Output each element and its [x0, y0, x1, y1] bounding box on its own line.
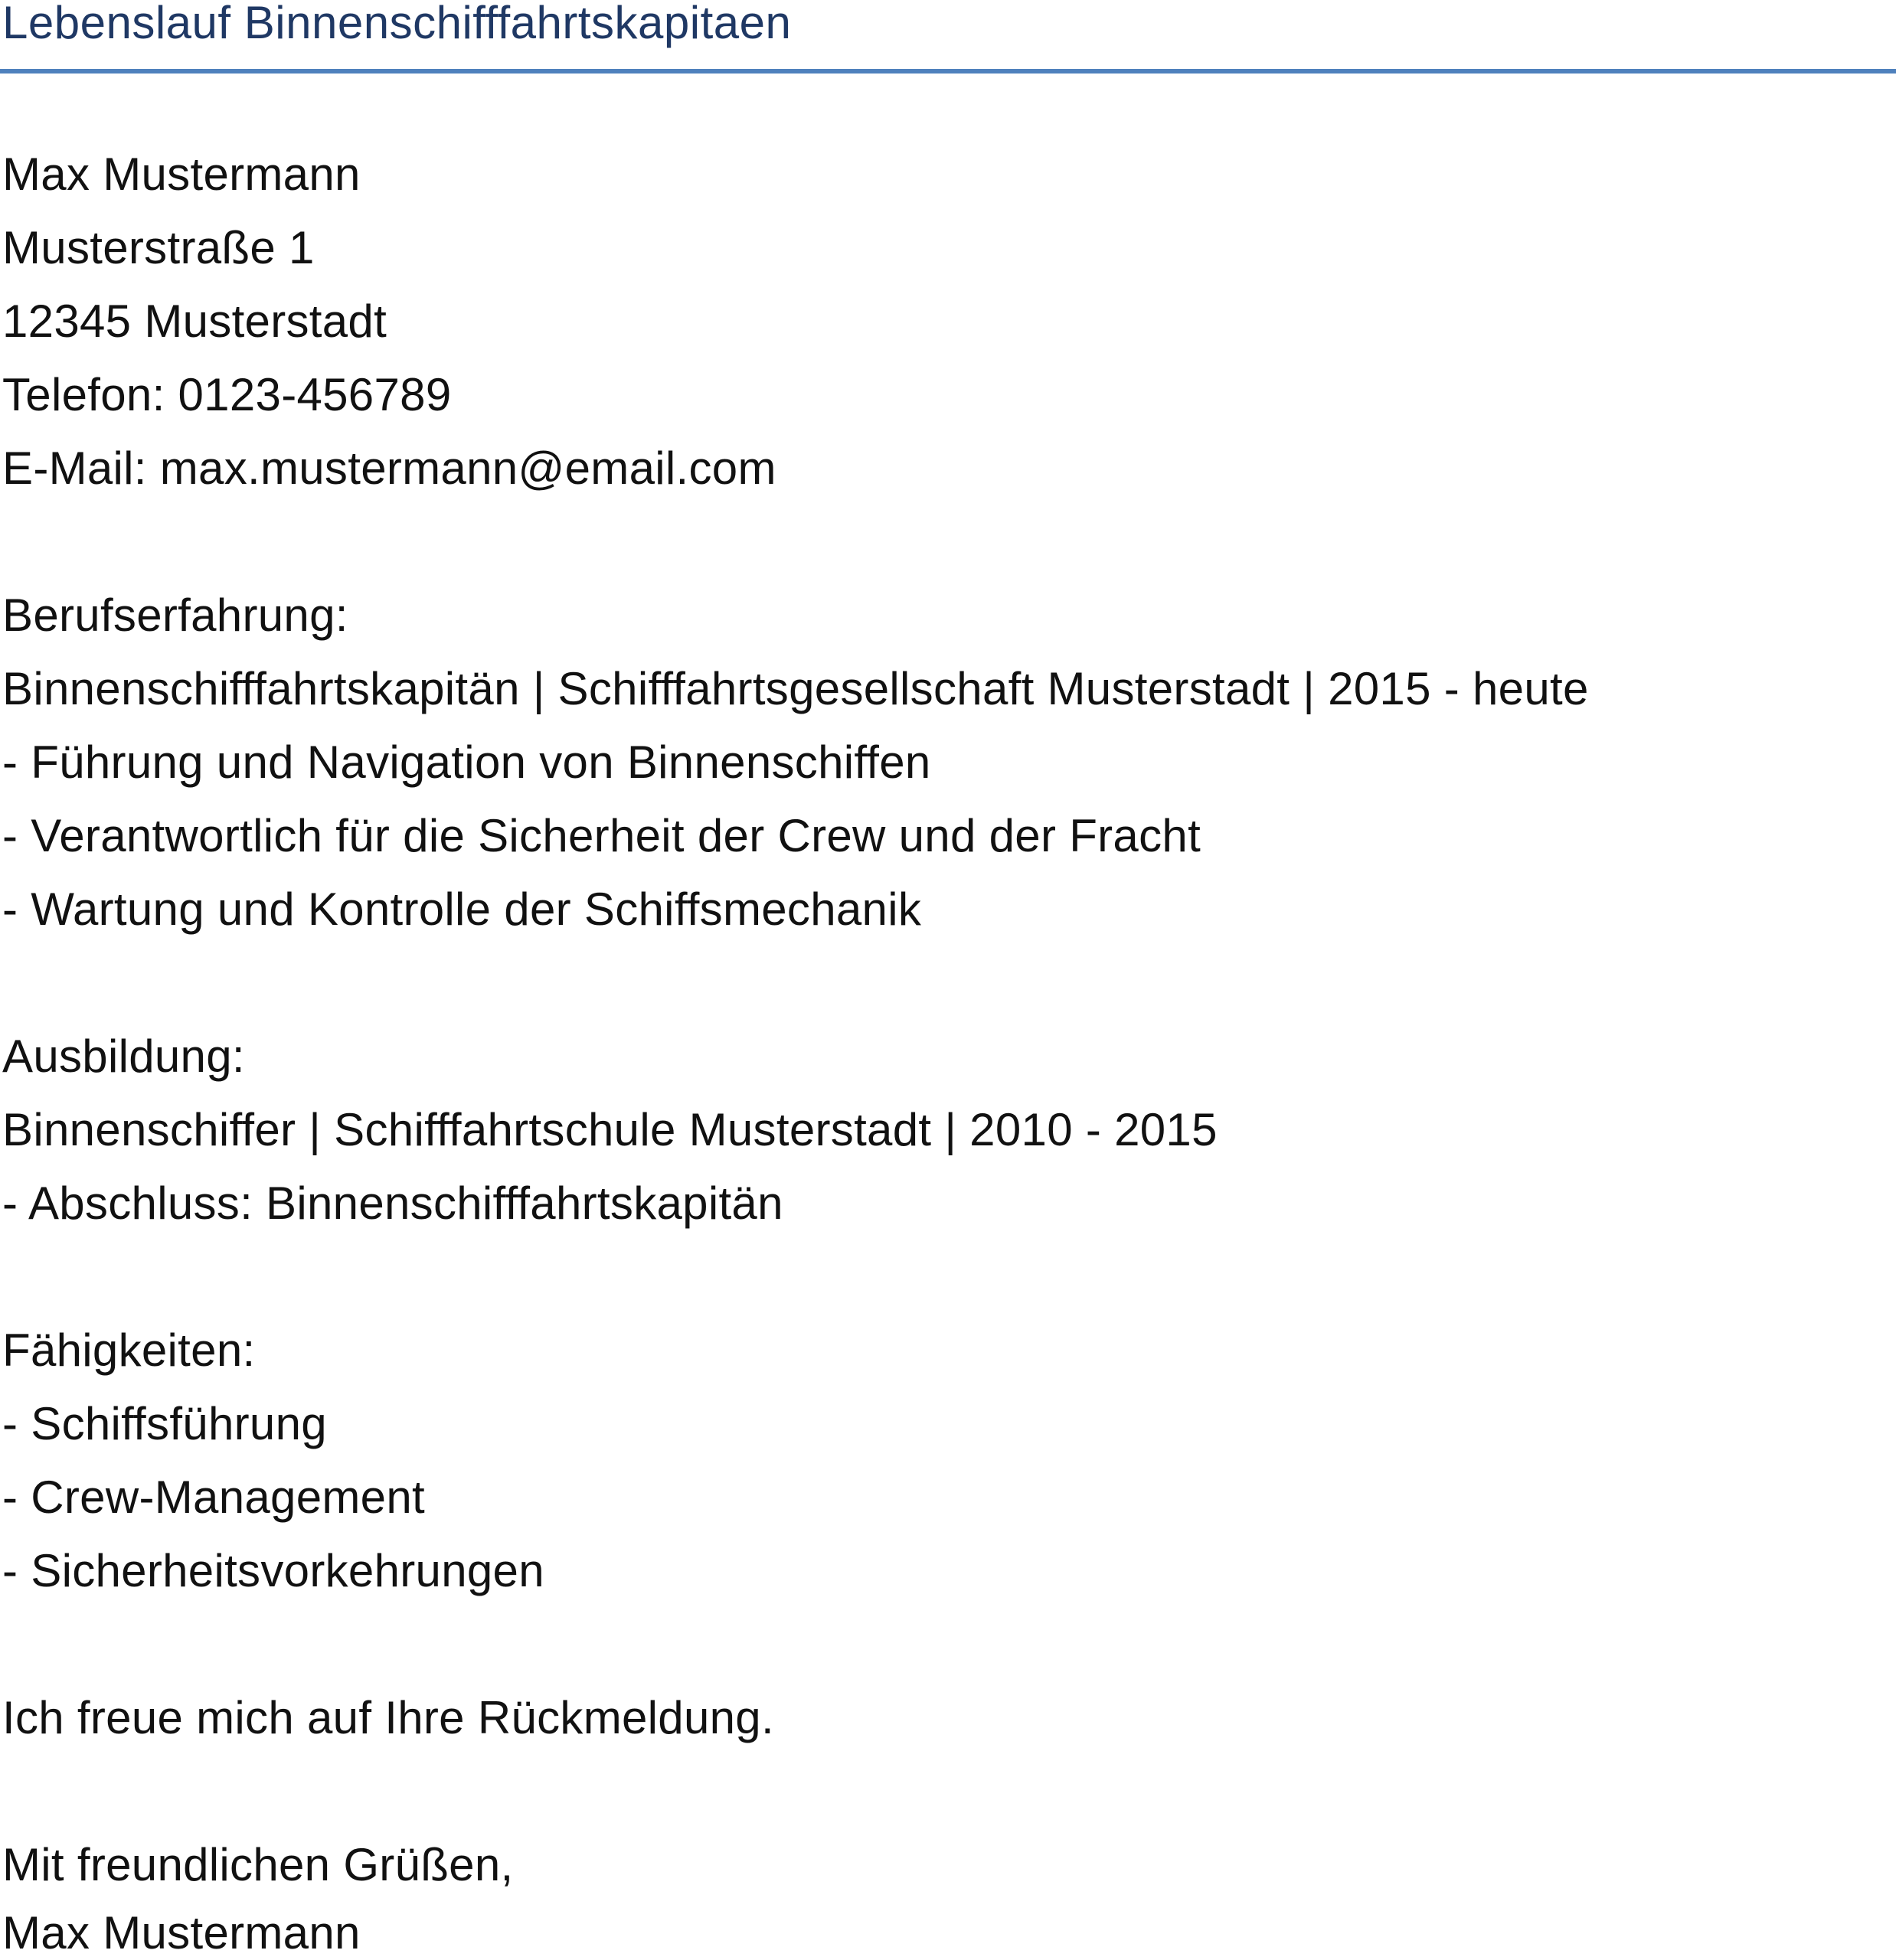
closing-greeting: Mit freundlichen Grüßen, — [2, 1839, 514, 1890]
experience-item: - Verantwortlich für die Sicherheit der Crew und der Fracht — [2, 810, 1201, 861]
contact-phone: Telefon: 0123-456789 — [2, 369, 452, 420]
skills-heading: Fähigkeiten: — [2, 1325, 256, 1376]
education-item: - Abschluss: Binnenschifffahrtskapitän — [2, 1178, 783, 1229]
signature-name: Max Mustermann — [2, 1907, 361, 1958]
experience-item: - Führung und Navigation von Binnenschiffen — [2, 737, 931, 788]
education-entry: Binnenschiffer | Schifffahrtschule Musterstadt | 2010 - 2015 — [2, 1104, 1218, 1155]
skills-item: - Schiffsführung — [2, 1398, 327, 1449]
closing-message: Ich freue mich auf Ihre Rückmeldung. — [2, 1692, 774, 1743]
skills-item: - Sicherheitsvorkehrungen — [2, 1545, 544, 1596]
experience-heading: Berufserfahrung: — [2, 590, 348, 641]
contact-street: Musterstraße 1 — [2, 222, 315, 273]
title-underline — [0, 69, 1896, 74]
document-title: Lebenslauf Binnenschifffahrtskapitaen — [2, 0, 792, 48]
skills-item: - Crew-Management — [2, 1472, 425, 1523]
contact-city: 12345 Musterstadt — [2, 296, 387, 347]
contact-email: E-Mail: max.mustermann@email.com — [2, 443, 776, 494]
experience-position: Binnenschifffahrtskapitän | Schifffahrtsgesellschaft Musterstadt | 2015 - heute — [2, 663, 1589, 714]
education-heading: Ausbildung: — [2, 1031, 245, 1082]
experience-item: - Wartung und Kontrolle der Schiffsmechanik — [2, 884, 922, 935]
contact-name: Max Mustermann — [2, 149, 361, 200]
